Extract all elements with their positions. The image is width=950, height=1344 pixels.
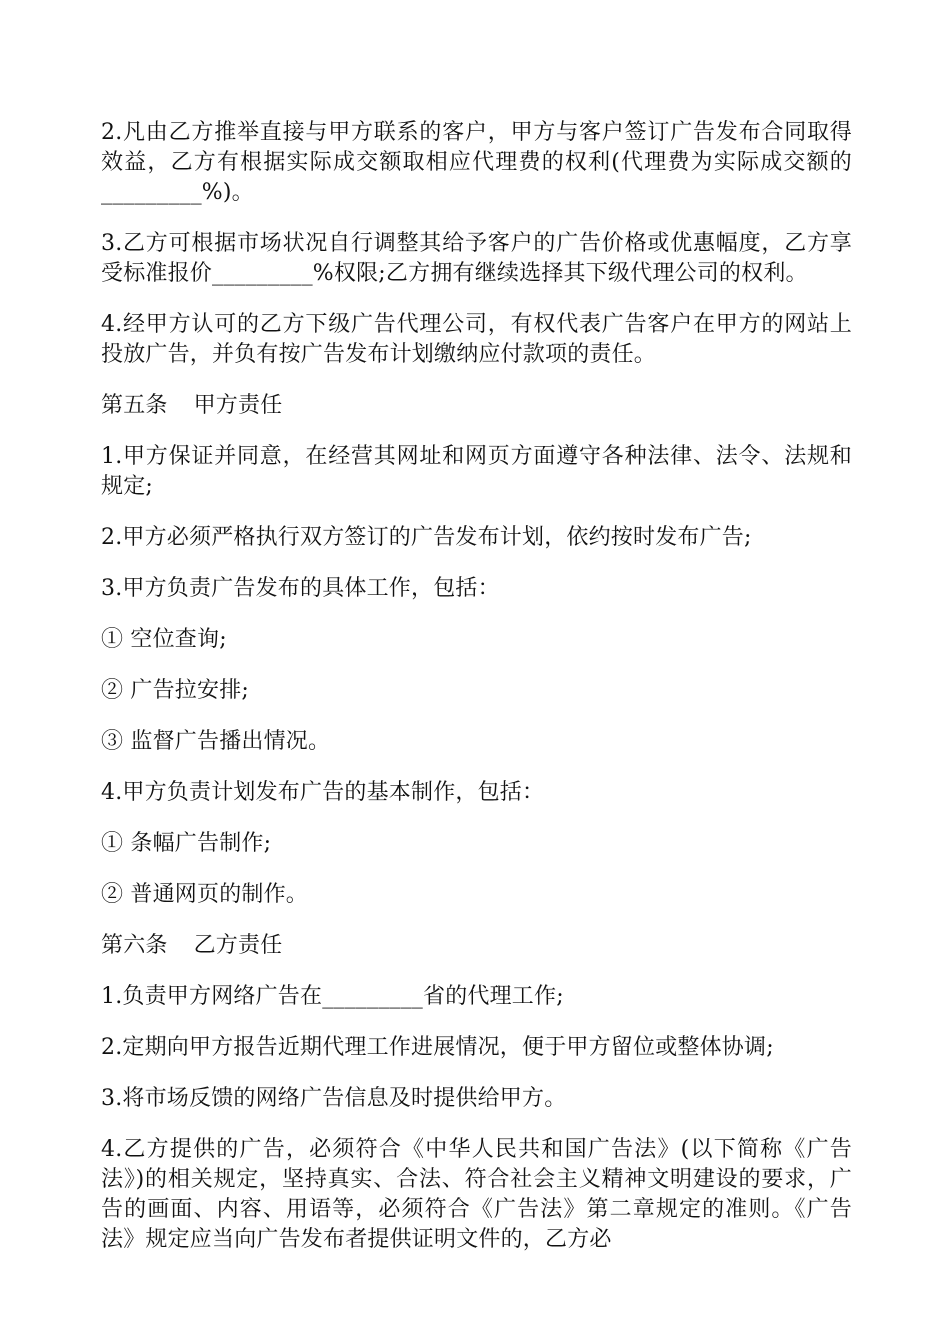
clause-5-item-4: 4.甲方负责计划发布广告的基本制作，包括： <box>101 780 545 805</box>
clause-6-item-2: 2.定期向甲方报告近期代理工作进展情况，便于甲方留位或整体协调; <box>101 1035 774 1060</box>
section-number: 第五条 <box>101 393 168 418</box>
section-number: 第六条 <box>101 933 168 958</box>
clause-5-item-2: 2.甲方必须严格执行双方签订的广告发布计划，依约按时发布广告; <box>101 525 752 550</box>
clause-4-item-3: 3.乙方可根据市场状况自行调整其给予客户的广告价格或优惠幅度，乙方享受标准报价_________%权限;乙方拥有继续选择其下级代理公司的权利。 <box>101 231 852 286</box>
clause-4-item-4: 4.经甲方认可的乙方下级广告代理公司，有权代表广告客户在甲方的网站上投放广告，并负有按广告发布计划缴纳应付款项的责任。 <box>101 312 852 367</box>
clause-6-item-4: 4.乙方提供的广告，必须符合《中华人民共和国广告法》(以下简称《广告法》)的相关规定，坚持真实、合法、符合社会主义精神文明建设的要求，广告的画面、内容、用语等，必须符合《广告法》第二章规定的准则。《广告法》规定应当向广告发布者提供证明文件的，乙方必 <box>101 1137 852 1252</box>
clause-6-item-1: 1.负责甲方网络广告在_________省的代理工作; <box>101 984 564 1009</box>
section-title: 甲方责任 <box>193 393 283 418</box>
list-item: ③ 监督广告播出情况。 <box>101 729 331 754</box>
list-item: ② 普通网页的制作。 <box>101 882 308 907</box>
section-title: 乙方责任 <box>193 933 283 958</box>
section-heading-6 <box>101 931 852 961</box>
list-item: ② 广告拉安排; <box>101 678 250 703</box>
list-item: ① 空位查询; <box>101 627 227 652</box>
clause-6-item-3: 3.将市场反馈的网络广告信息及时提供给甲方。 <box>101 1086 567 1111</box>
clause-5-item-3: 3.甲方负责广告发布的具体工作，包括： <box>101 576 500 601</box>
clause-4-item-2: 2.凡由乙方推举直接与甲方联系的客户，甲方与客户签订广告发布合同取得效益，乙方有根据实际成交额取相应代理费的权利(代理费为实际成交额的_________%)。 <box>101 120 852 205</box>
list-item: ① 条幅广告制作; <box>101 831 272 856</box>
section-heading-5 <box>101 391 852 421</box>
clause-5-item-1: 1.甲方保证并同意，在经营其网址和网页方面遵守各种法律、法令、法规和规定; <box>101 444 852 499</box>
